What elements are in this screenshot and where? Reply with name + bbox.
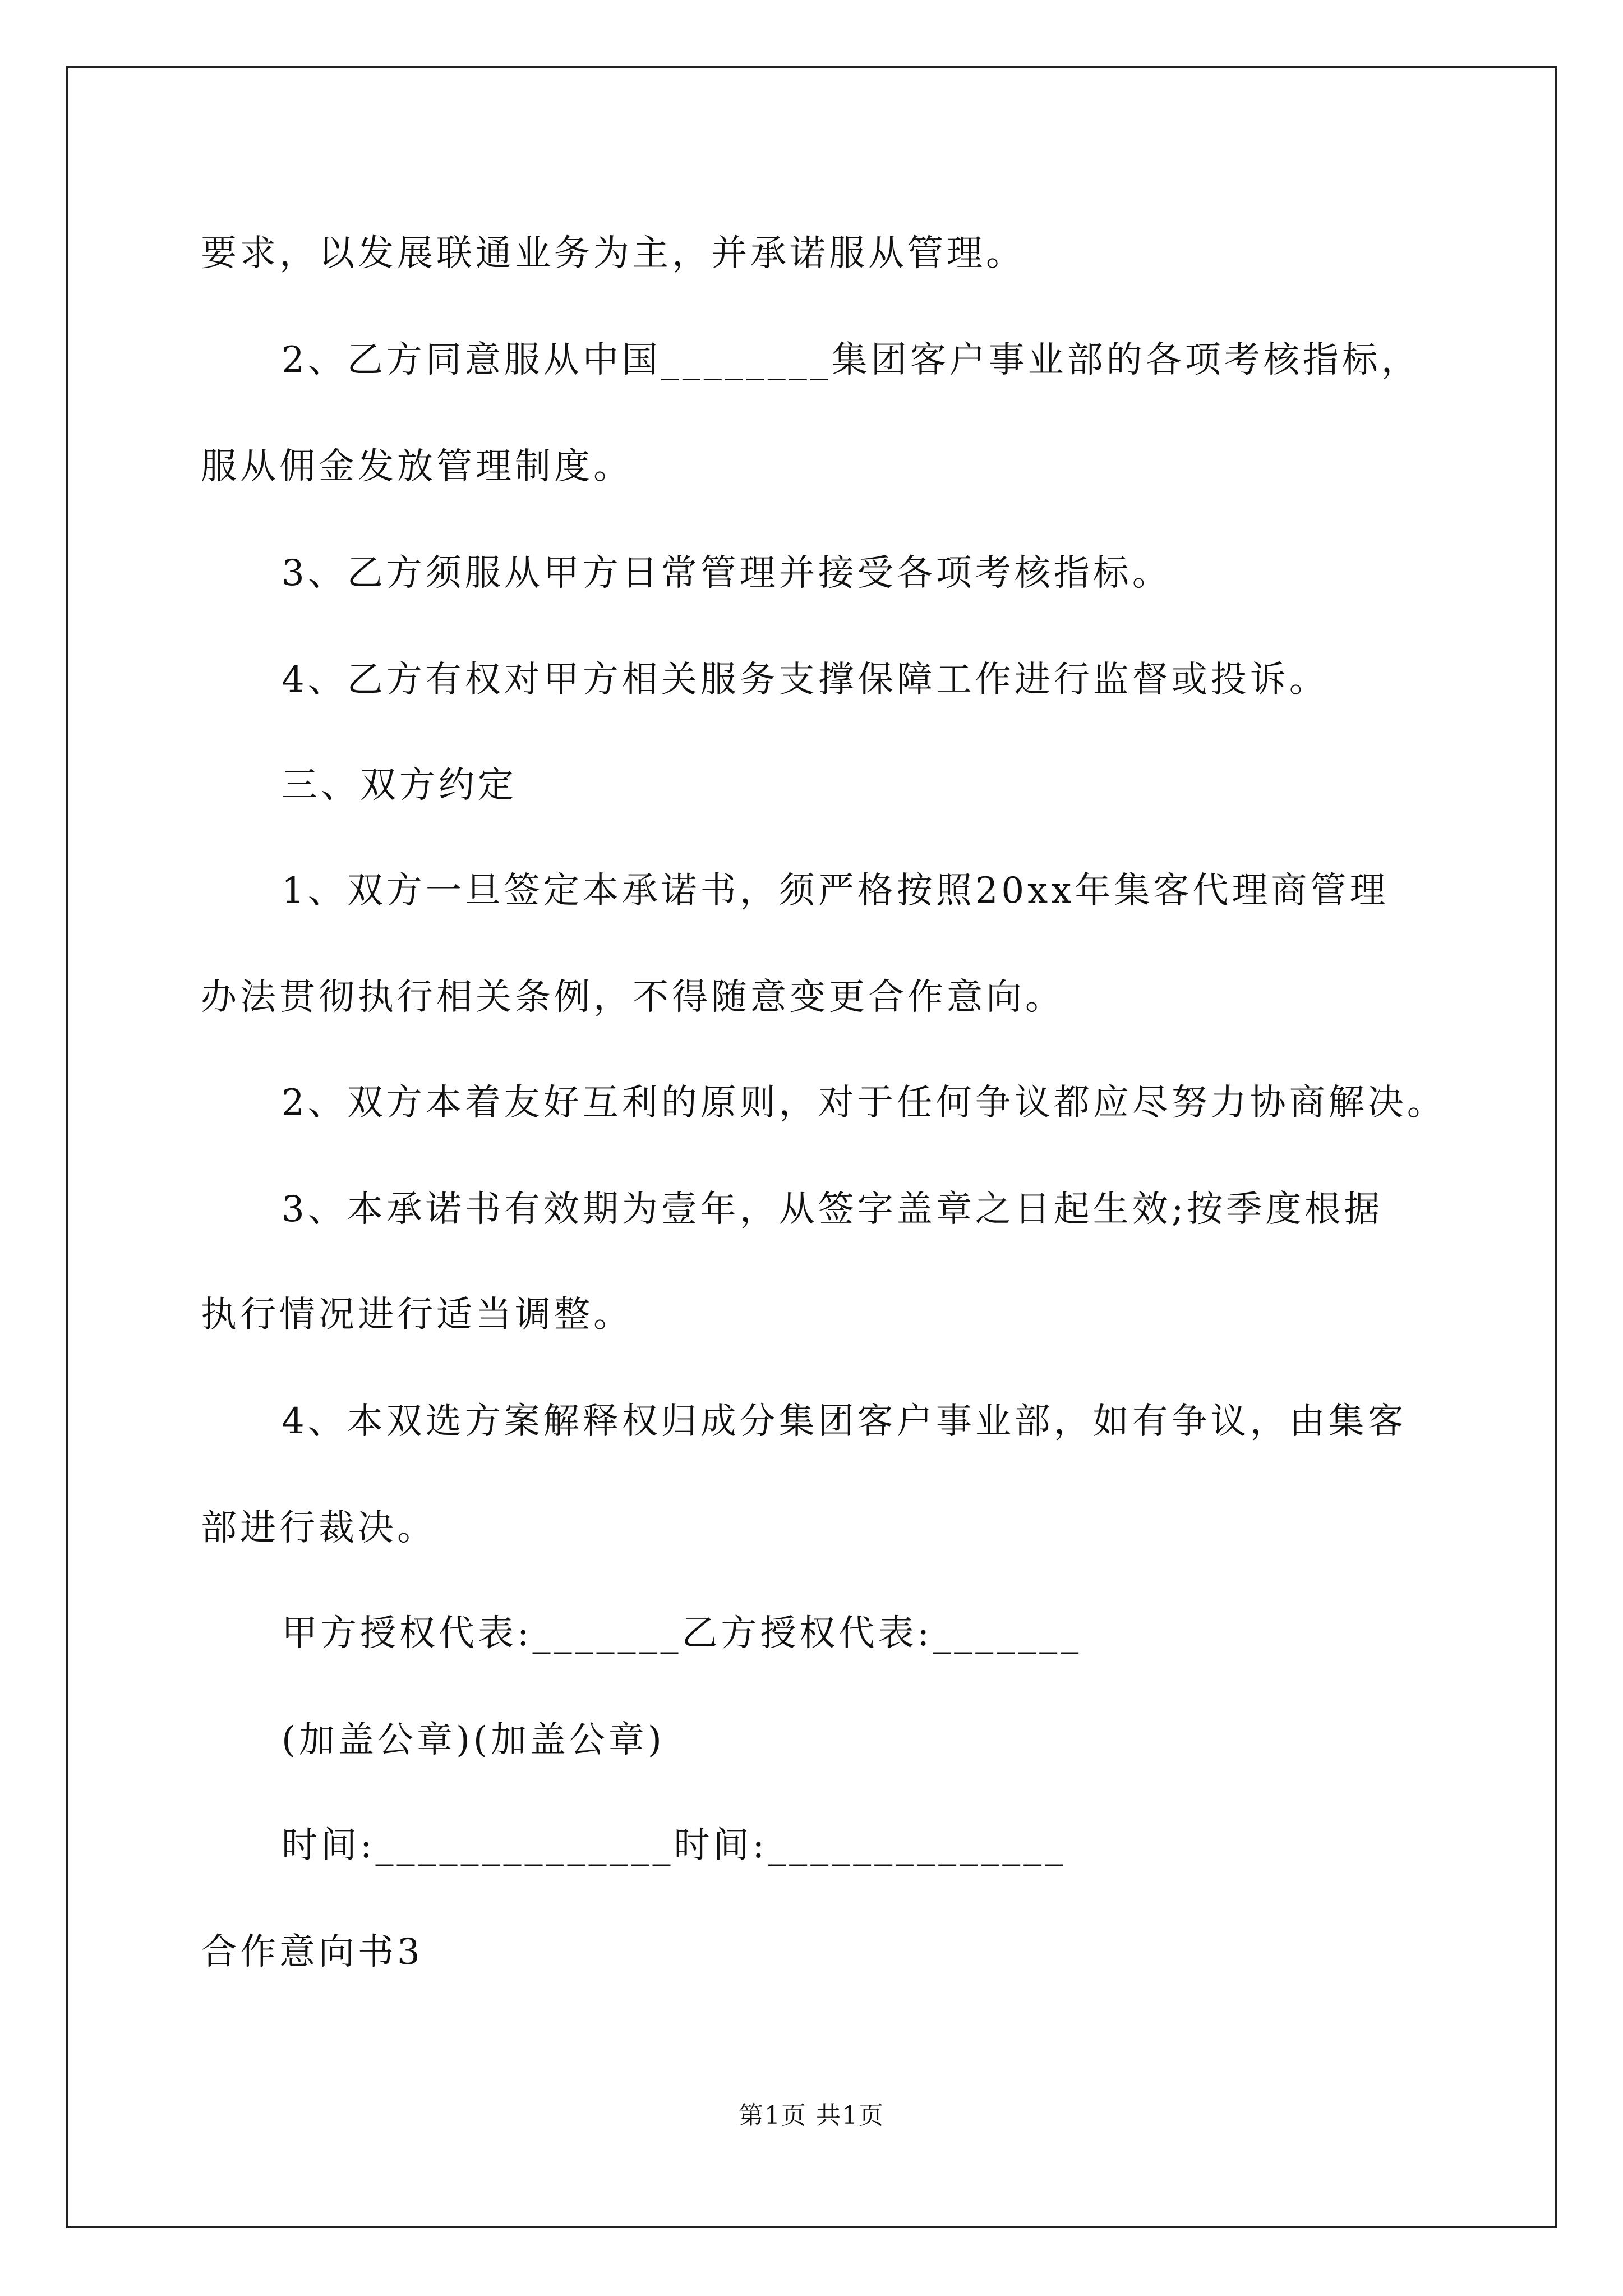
text-line-13: 部进行裁决。	[201, 1507, 436, 1549]
text-line-4: 3、乙方须服从甲方日常管理并接受各项考核指标。	[282, 553, 1172, 594]
text-line-3: 服从佣金发放管理制度。	[201, 446, 633, 487]
text-line-2: 2、乙方同意服从中国________集团客户事业部的各项考核指标，	[282, 339, 1421, 381]
section-heading: 三、双方约定	[282, 765, 517, 806]
text-line-10: 3、本承诺书有效期为壹年，从签字盖章之日起生效;按季度根据	[282, 1189, 1384, 1230]
page-border	[66, 66, 1557, 2228]
signature-line: 甲方授权代表:_______乙方授权代表:_______	[282, 1613, 1082, 1654]
page-footer: 第1页 共1页	[739, 2101, 884, 2130]
text-line-9: 2、双方本着友好互利的原则，对于任何争议都应尽努力协商解决。	[282, 1082, 1446, 1124]
text-line-5: 4、乙方有权对甲方相关服务支撑保障工作进行监督或投诉。	[282, 659, 1329, 701]
text-line-1: 要求，以发展联通业务为主，并承诺服从管理。	[201, 233, 1025, 274]
text-line-12: 4、本双选方案解释权归成分集团客户事业部，如有争议，由集客	[282, 1401, 1407, 1442]
seal-line: (加盖公章)(加盖公章)	[282, 1719, 665, 1761]
text-line-7: 1、双方一旦签定本承诺书，须严格按照20xx年集客代理商管理	[282, 870, 1389, 912]
text-line-11: 执行情况进行适当调整。	[201, 1294, 633, 1336]
section-title: 合作意向书3	[201, 1931, 423, 1973]
text-line-8: 办法贯彻执行相关条例，不得随意变更合作意向。	[201, 977, 1064, 1018]
date-line: 时间:______________时间:______________	[282, 1825, 1067, 1866]
